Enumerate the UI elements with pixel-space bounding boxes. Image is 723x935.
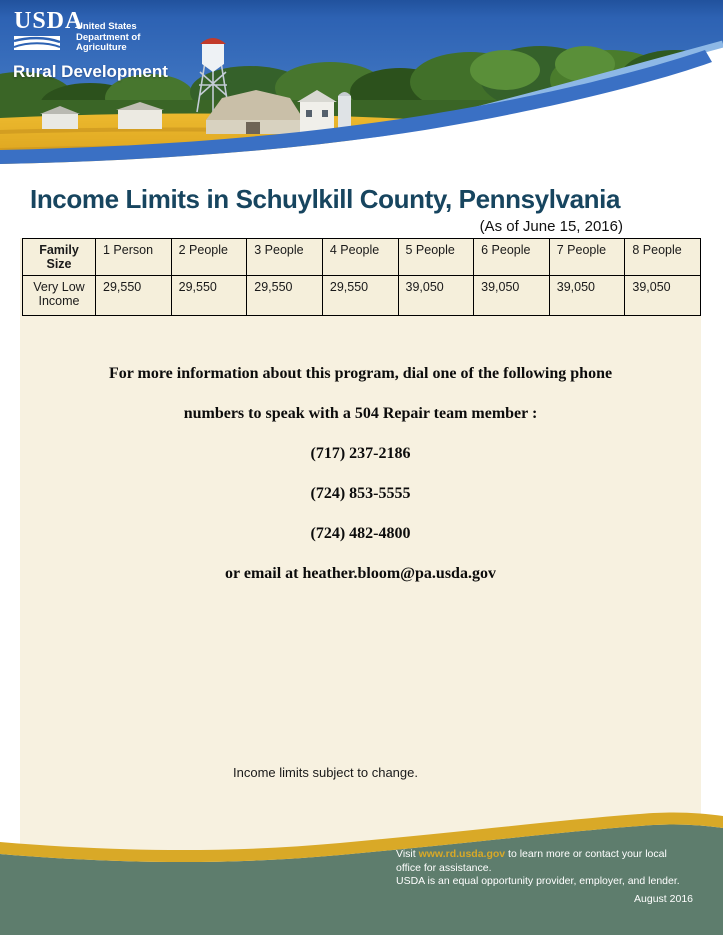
- phone-number: (717) 237-2186: [310, 445, 411, 462]
- info-line: numbers to speak with a 504 Repair team member :: [183, 405, 538, 422]
- agency-name: [76, 22, 140, 54]
- row-label: Very Low Income: [23, 276, 96, 316]
- column-header: 4 People: [322, 239, 398, 276]
- income-value: 39,050: [474, 276, 550, 316]
- table-header-row: [23, 239, 701, 276]
- column-header: 5 People: [398, 239, 474, 276]
- disclaimer-note: Income limits subject to change.: [233, 765, 418, 780]
- agency-line: Department of: [76, 31, 141, 43]
- column-header: 3 People: [247, 239, 323, 276]
- footer-text-block: [396, 848, 693, 906]
- phone-number: (724) 482-4800: [310, 525, 411, 542]
- column-header: 6 People: [474, 239, 550, 276]
- income-value: 29,550: [171, 276, 247, 316]
- income-value: 39,050: [549, 276, 625, 316]
- footer-visit-prefix: Visit: [396, 848, 419, 860]
- as-of-date: (As of June 15, 2016): [479, 218, 623, 235]
- agency-line: Agriculture: [76, 42, 127, 53]
- usda-field-swoosh-icon: [14, 34, 60, 52]
- column-header: 1 Person: [96, 239, 172, 276]
- phone-number: (724) 853-5555: [310, 485, 411, 502]
- income-value: 39,050: [398, 276, 474, 316]
- page-title: Income Limits in Schuylkill County, Pennsylvania: [30, 184, 621, 214]
- column-header: 2 People: [171, 239, 247, 276]
- usda-logo: [13, 8, 168, 81]
- column-header: 8 People: [625, 239, 701, 276]
- column-header: 7 People: [549, 239, 625, 276]
- agency-line: United States: [76, 21, 137, 32]
- footer-visit-suffix: to learn more or contact your local office for assistance.: [396, 848, 667, 874]
- column-header-family-size: Family Size: [23, 239, 96, 276]
- income-value: 29,550: [247, 276, 323, 316]
- income-limits-table: [22, 238, 701, 316]
- rural-development-label: Rural Development: [13, 62, 168, 81]
- footer-banner: [0, 810, 723, 935]
- header-banner: [0, 0, 723, 178]
- info-line: For more information about this program, dial one of the following phone: [108, 365, 613, 382]
- usda-logo-text: USDA: [14, 8, 84, 34]
- footer-date: August 2016: [634, 892, 693, 905]
- income-value: 29,550: [96, 276, 172, 316]
- income-value: 29,550: [322, 276, 398, 316]
- email-line: or email at heather.bloom@pa.usda.gov: [225, 565, 496, 582]
- contact-info-block: [20, 354, 701, 594]
- footer-visit-line: [396, 848, 693, 875]
- table-row-very-low-income: [23, 276, 701, 316]
- rd-usda-gov-link[interactable]: www.rd.usda.gov: [418, 848, 506, 860]
- footer-eo-line: USDA is an equal opportunity provider, employer, and lender.: [396, 875, 680, 887]
- income-value: 39,050: [625, 276, 701, 316]
